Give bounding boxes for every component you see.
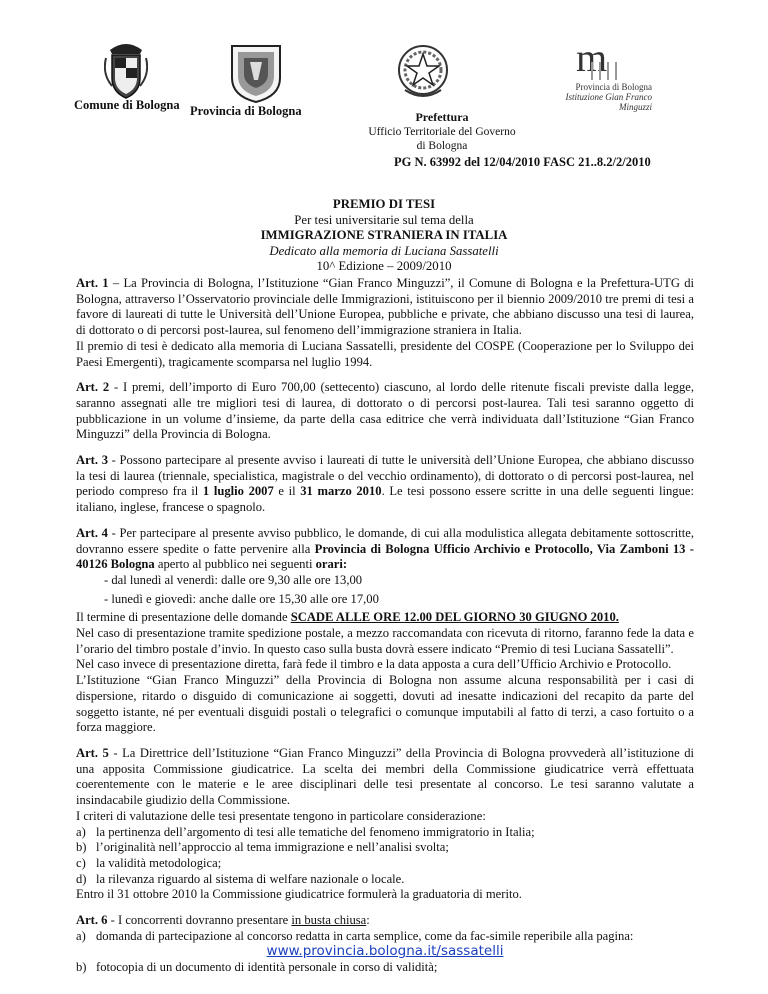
art5-text: - La Direttrice dell’Istituzione “Gian Franco Minguzzi” della Provincia di Bologna provvederà all’istituzione di una apposita Commissione giudicatrice. La scelta dei membri della Commissione giudicatrice verrà effettuata coerentemente con le materie e le aree disciplinari delle tesi presentate al concorso. Le tesi saranno valutate a insindacabile giudizio della Commissione. [76,745,694,808]
art4-p2: Nel caso di presentazione tramite spedizione postale, a mezzo raccomandata con ricevuta di ritorno, faranno fede la data e l’orario del timbro postale d’invio. In questo caso sulla busta dovrà essere indicato “Premio di tesi Luciana Sassatelli”. [76,626,694,656]
art3-text-b: e il [273,484,301,499]
art3-paragraph [76,453,694,516]
criteria-letter: a) [76,824,86,839]
art6-item-b: fotocopia di un documento di identità personale in corso di validità; [96,960,438,975]
art3-date2: 31 marzo 2010 [300,484,382,499]
list-item [76,840,694,856]
criteria-letter: c) [76,855,86,870]
prefettura-line3: di Bologna [416,140,468,152]
art5-closing: Entro il 31 ottobre 2010 la Commissione giudicatrice formulerà la graduatoria di merito. [76,887,522,902]
criteria-text: la validità metodologica; [96,855,222,870]
protocol-number: PG N. 63992 del 12/04/2010 FASC 21..8.2/2/2010 [394,155,651,169]
art4-hours1: - dal lunedì al venerdì: dalle ore 9,30 alle ore 13,00 [104,572,363,587]
art1-label: Art. 1 [76,276,109,290]
art5-paragraph [76,746,694,809]
art6-paragraph [76,913,694,929]
title-line5: 10^ Edizione – 2009/2010 [316,259,452,273]
prefettura-line2: Ufficio Territoriale del Governo [368,126,516,138]
minguzzi-line2: Istituzione Gian Franco Minguzzi [565,92,652,112]
item-letter: a) [76,928,86,943]
art4-text-a: - Per partecipare al presente avviso pubblico, le domande, di cui alla modulistica allegata debitamente sottoscritte, dovranno essere spedite o fatte pervenire alla [76,525,694,556]
art6-text-b: : [366,913,370,928]
art1-paragraph [76,276,694,339]
art6-label: Art. 6 [76,913,108,928]
list-item [76,929,694,945]
provincia-label: Provincia di Bologna [190,104,302,118]
list-item [76,960,694,976]
prefettura-block [362,110,522,153]
art1-text: – La Provincia di Bologna, l’Istituzione “Gian Franco Minguzzi”, il Comune di Bologna e la Prefettura-UTG di Bologna, attraverso l’Osservatorio provinciale delle Immigrazioni, istituiscono per il biennio 2009/2010 tre premi di tesi a favore di laureati di tutte le Università dell’Unione Europea, pubbliche e private, che abbiano discusso una tesi di laurea, di dottorato o di percorsi post-laurea, sul fenomeno dell’immigrazione straniera in Italia. [76,276,694,338]
comune-coat-of-arms-icon [104,38,148,100]
criteria-text: la rilevanza riguardo al sistema di welfare nazionale o locale. [96,871,405,886]
minguzzi-line1: Provincia di Bologna [575,82,652,92]
art4-paragraph [76,526,694,573]
title-line2: Per tesi universitarie sul tema della [294,212,474,227]
art2-text: - I premi, dell’importo di Euro 700,00 (settecento) ciascuno, al lordo delle ritenute fiscali previste dalla legge, saranno assegnati alle tre migliori tesi di laurea, di dottorato o di percorsi post-laurea. Tali tesi saranno oggetto di pubblicazione in un volume d’insieme, da parte della casa editrice che verrà individuata dall’Istituzione “Gian Franco Minguzzi” della Provincia di Bologna. [76,380,694,442]
minguzzi-logo [540,35,652,112]
art4-deadline-b: SCADE ALLE ORE 12.00 DEL GIORNO 30 GIUGNO 2010. [290,610,619,625]
document-body [76,276,694,976]
prefettura-emblem-icon [395,40,451,102]
art3-date1: 1 luglio 2007 [202,484,274,499]
criteria-letter: b) [76,840,87,855]
comune-label: Comune di Bologna [74,98,180,112]
art4-p3: Nel caso invece di presentazione diretta, farà fede il timbro e la data apposta a cura dell’Ufficio Archivio e Protocollo. [76,657,672,672]
title-line4: Dedicato alla memoria di Luciana Sassatelli [269,243,499,258]
minguzzi-logo-letter: m [576,35,608,80]
art3-text-a: - Possono partecipare al presente avviso i laureati di tutte le università dell’Unione Europea, che abbiano discusso la tesi di laurea (triennale, specialistica, magistrale o del vecchio ordinamento), di dottorato o di percorsi post-laurea, nel periodo compreso fra il [76,453,694,499]
minguzzi-mark-icon [590,60,620,82]
title-line1: PREMIO DI TESI [332,197,436,211]
art4-deadline-a: Il termine di presentazione delle domande [76,610,291,625]
criteria-text: la pertinenza dell’argomento di tesi alle tematiche del fenomeno immigratorio in Italia; [96,824,535,839]
list-item [76,856,694,872]
art4-address: Provincia di Bologna Ufficio Archivio e Protocollo, Via Zamboni 13 - 40126 Bologna [76,541,694,572]
art4-text-b: aperto al pubblico nei seguenti [154,557,316,572]
art3-label: Art. 3 [76,453,108,468]
art3-text-c: . Le tesi possono essere scritte in una delle seguenti lingue: italiano, inglese, francese o spagnolo. [76,484,694,515]
art5-label: Art. 5 [76,745,109,760]
art4-label: Art. 4 [76,525,108,540]
sassatelli-link[interactable]: www.provincia.bologna.it/sassatelli [266,943,504,960]
art4-hours2: - lunedì e giovedì: anche dalle ore 15,30 alle ore 17,00 [104,591,379,606]
prefettura-title: Prefettura [415,110,469,124]
list-item [76,872,694,888]
art1-paragraph-2: Il premio di tesi è dedicato alla memoria di Luciana Sassatelli, presidente del COSPE (Cooperazione per lo Sviluppo dei Paesi Emergenti), tragicamente scomparsa nel luglio 1994. [76,338,694,369]
art6-item-a: domanda di partecipazione al concorso redatta in carta semplice, come da fac-simile reperibile alla pagina: [96,928,634,943]
item-letter: b) [76,960,87,975]
title-line3: IMMIGRAZIONE STRANIERA IN ITALIA [260,228,508,242]
art6-text-a: - I concorrenti dovranno presentare [107,913,292,928]
art4-deadline [76,610,694,626]
art4-orari: orari: [315,557,348,572]
art6-busta: in busta chiusa [291,913,367,928]
title-block [0,197,768,275]
art2-label: Art. 2 [76,380,110,395]
list-item [76,825,694,841]
art4-p4: L’Istituzione “Gian Franco Minguzzi” della Provincia di Bologna non assume alcuna responsabilità per i casi di dispersione, ritardo o disguido di comunicazione ai soggetti, dovuti ad inesatte indicazioni del recapito da parte del soggetto istante, né per eventuali disguidi postali o telegrafici o comunque imputabili al fatto di terzi, a caso fortuito o a forza maggiore. [76,673,694,735]
criteria-text: l’originalità nell’approccio al tema immigrazione e nell’analisi svolta; [96,840,449,855]
art2-paragraph [76,380,694,443]
criteria-letter: d) [76,871,87,886]
art5-criteria-intro: I criteri di valutazione delle tesi presentate tengono in particolare considerazione: [76,808,486,823]
provincia-coat-of-arms-icon [228,44,284,104]
